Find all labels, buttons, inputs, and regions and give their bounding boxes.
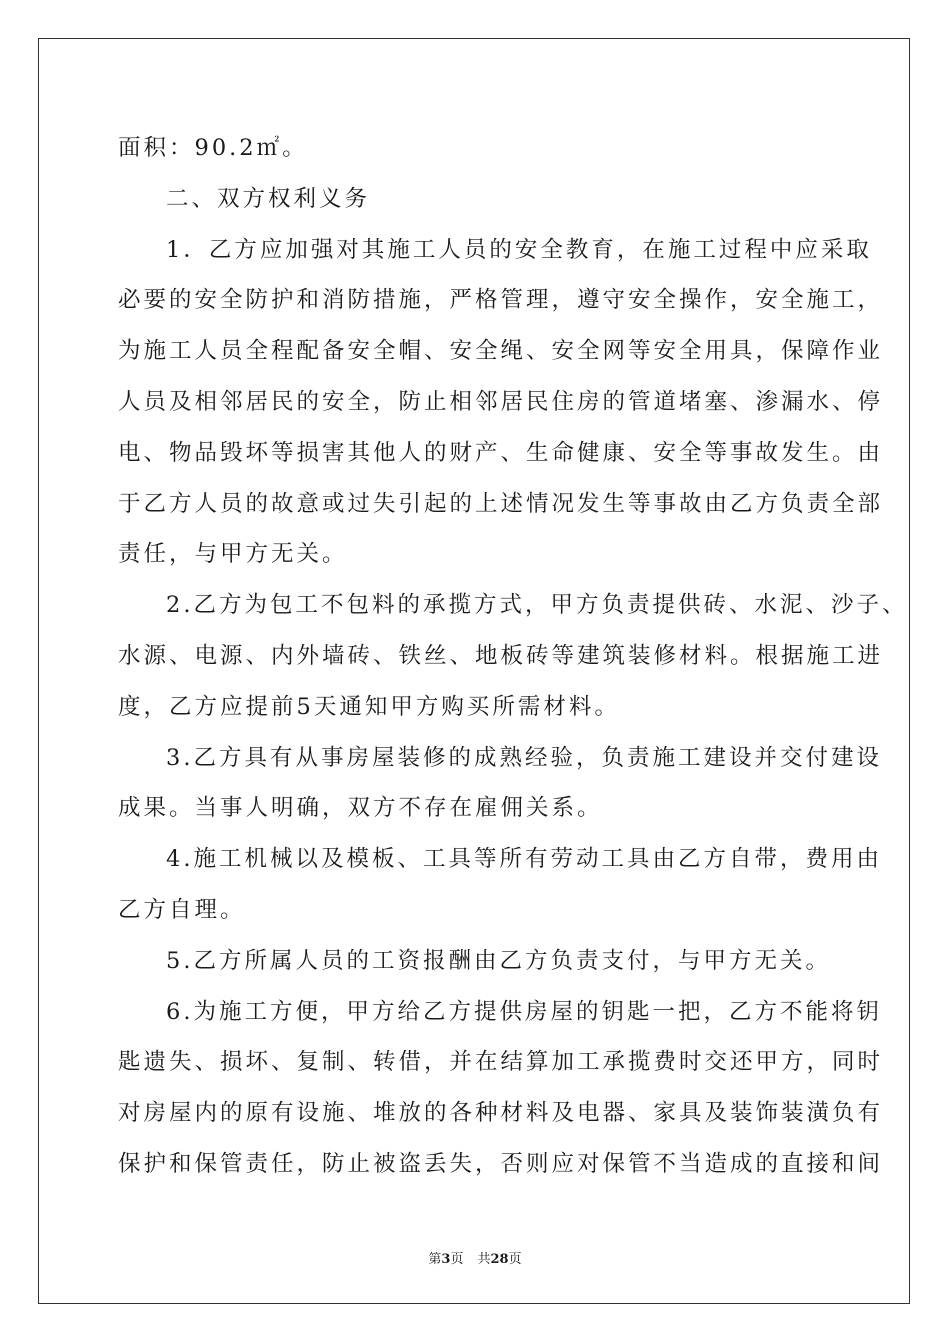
page-number: 3 xyxy=(441,1252,451,1267)
page-footer xyxy=(0,1248,950,1267)
body-line: 水源、电源、内外墙砖、铁丝、地板砖等建筑装修材料。根据施工进 xyxy=(118,642,884,669)
body-line: 成果。当事人明确，双方不存在雇佣关系。 xyxy=(118,795,603,822)
body-line: 5.乙方所属人员的工资报酬由乙方负责支付，与甲方无关。 xyxy=(166,947,831,974)
body-line: 匙遗失、损坏、复制、转借，并在结算加工承揽费时交还甲方，同时 xyxy=(118,1049,884,1076)
body-line: 必要的安全防护和消防措施，严格管理，遵守安全操作，安全施工， xyxy=(118,287,884,314)
body-line: 于乙方人员的故意或过失引起的上述情况发生等事故由乙方负责全部 xyxy=(118,490,884,517)
body-line: 度，乙方应提前5天通知甲方购买所需材料。 xyxy=(118,693,620,720)
body-line: 2.乙方为包工不包料的承揽方式，甲方负责提供砖、水泥、沙子、 xyxy=(166,592,908,619)
total-prefix: 共 xyxy=(477,1252,491,1267)
body-line: 对房屋内的原有设施、堆放的各种材料及电器、家具及装饰装潢负有 xyxy=(118,1100,884,1127)
section-heading: 二、双方权利义务 xyxy=(166,185,371,212)
body-line: 3.乙方具有从事房屋装修的成熟经验，负责施工建设并交付建设 xyxy=(166,744,882,771)
body-line: 电、物品毁坏等损害其他人的财产、生命健康、安全等事故发生。由 xyxy=(118,439,884,466)
body-line: 乙方自理。 xyxy=(118,896,246,923)
body-line: 为施工人员全程配备安全帽、安全绳、安全网等安全用具，保障作业 xyxy=(118,338,884,365)
body-line: 保护和保管责任，防止被盗丢失，否则应对保管不当造成的直接和间 xyxy=(118,1150,884,1177)
page-prefix: 第 xyxy=(428,1252,442,1267)
total-pages: 28 xyxy=(490,1252,509,1267)
body-line: 4.施工机械以及模板、工具等所有劳动工具由乙方自带，费用由 xyxy=(166,846,882,873)
body-line: 责任，与甲方无关。 xyxy=(118,541,348,568)
body-line: 1．乙方应加强对其施工人员的安全教育，在施工过程中应采取 xyxy=(166,236,872,263)
body-line: 人员及相邻居民的安全，防止相邻居民住房的管道堵塞、渗漏水、停 xyxy=(118,388,884,415)
document-body xyxy=(118,130,908,1197)
body-line: 面积：90.2㎡。 xyxy=(118,135,308,161)
total-suffix: 页 xyxy=(508,1252,522,1267)
page-suffix: 页 xyxy=(450,1252,464,1267)
body-line: 6.为施工方便，甲方给乙方提供房屋的钥匙一把，乙方不能将钥 xyxy=(166,998,882,1025)
